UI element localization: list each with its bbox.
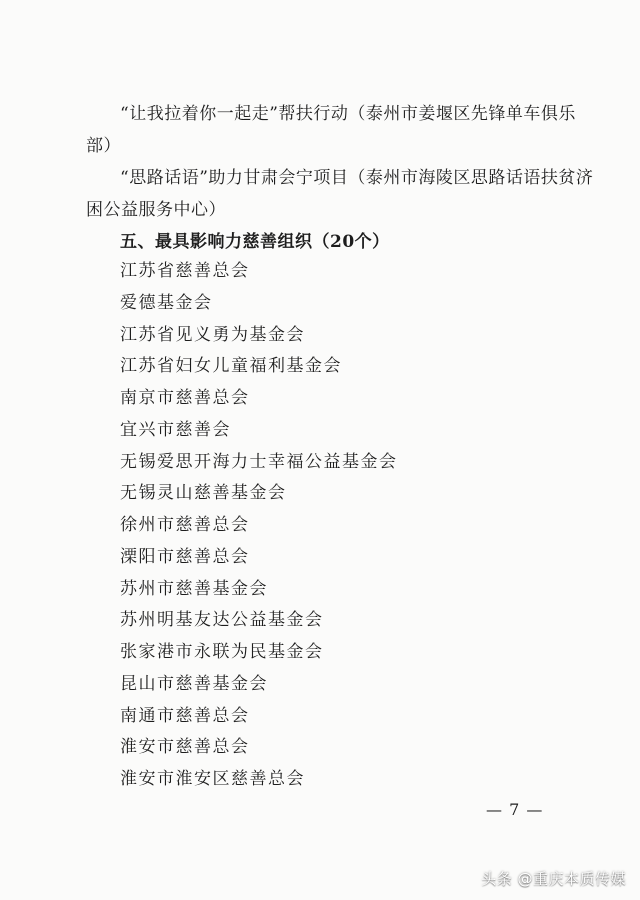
list-item: 无锡灵山慈善基金会 — [120, 483, 287, 504]
list-item: 宜兴市慈善会 — [120, 419, 231, 440]
page-number: — 7 — — [486, 800, 544, 819]
list-item: 苏州市慈善基金会 — [120, 578, 268, 599]
list-item: 南通市慈善总会 — [120, 705, 250, 726]
list-item: 徐州市慈善总会 — [120, 515, 250, 535]
watermark-text: 头条 @重庆本质传媒 — [481, 870, 626, 888]
paragraph-1-text: “让我拉着你一起走”帮扶行动（泰州市姜堰区先锋单车俱乐部） — [86, 104, 576, 156]
list-item: 爱德基金会 — [120, 292, 213, 313]
paragraph-2 — [86, 162, 596, 226]
list-item: 张家港市永联为民基金会 — [120, 642, 324, 662]
list-item: 江苏省慈善总会 — [120, 261, 250, 281]
organization-list — [120, 256, 398, 796]
paragraph-1 — [86, 98, 596, 162]
list-item: 南京市慈善总会 — [120, 388, 250, 408]
list-item: 淮安市淮安区慈善总会 — [120, 769, 305, 789]
section-heading: 五、最具影响力慈善组织（20个） — [120, 232, 390, 252]
list-item: 无锡爱思开海力士幸福公益基金会 — [120, 451, 398, 472]
list-item: 溧阳市慈善总会 — [120, 546, 250, 567]
paragraph-2-text: “思路话语”助力甘肃会宁项目（泰州市海陵区思路话语扶贫济困公益服务中心） — [86, 168, 594, 220]
list-item: 江苏省妇女儿童福利基金会 — [120, 356, 342, 377]
list-item: 昆山市慈善基金会 — [120, 673, 268, 694]
list-item: 淮安市慈善总会 — [120, 737, 250, 758]
list-item: 苏州明基友达公益基金会 — [120, 610, 324, 631]
list-item: 江苏省见义勇为基金会 — [120, 324, 305, 345]
